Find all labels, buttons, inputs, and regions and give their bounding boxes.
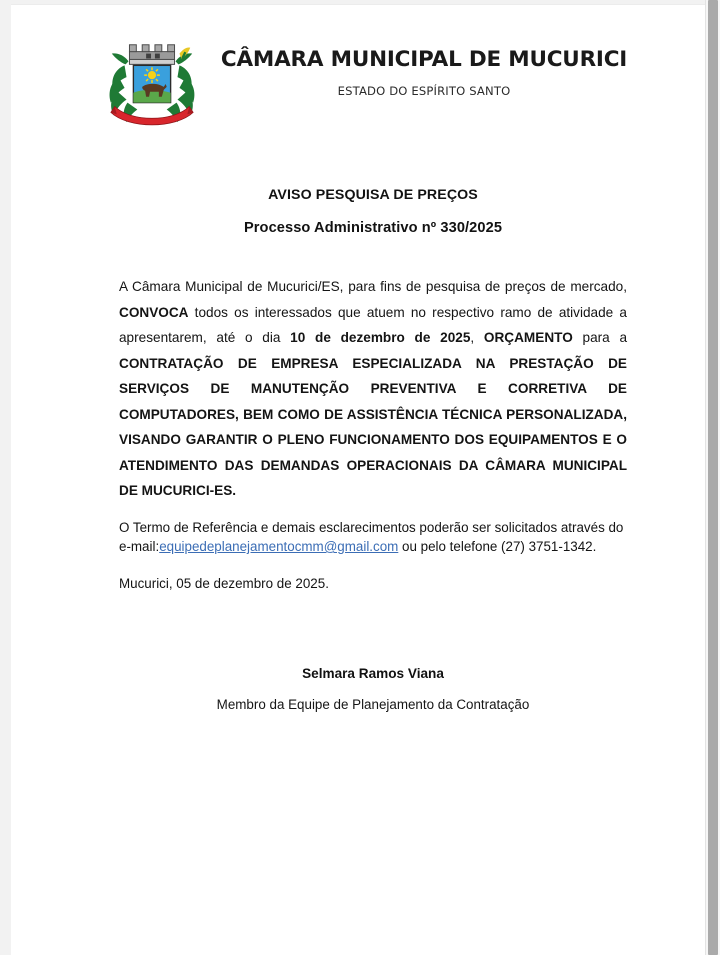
intro-text-3: , — [470, 330, 484, 345]
signatory-role: Membro da Equipe de Planejamento da Contratação — [216, 697, 530, 712]
orcamento-emphasis: ORÇAMENTO — [483, 330, 573, 345]
signatory-name: Selmara Ramos Viana — [302, 666, 444, 681]
process-number: Processo Administrativo nº 330/2025 — [243, 220, 503, 236]
intro-text-2: todos os interessados que atuem no respectivo ramo de atividade a apresentarem, até o dia — [119, 304, 627, 345]
header-text-block — [201, 32, 705, 98]
convoca-emphasis: CONVOCA — [119, 304, 189, 320]
document-body — [11, 187, 705, 712]
brasao-mucurici-icon — [103, 32, 201, 132]
organization-title: CÂMARA MUNICIPAL DE MUCURICI — [220, 47, 628, 72]
state-subtitle: ESTADO DO ESPÍRITO SANTO — [337, 83, 511, 98]
intro-text-1: A Câmara Municipal de Mucurici/ES, para fins de pesquisa de preços de mercado, — [119, 279, 627, 294]
contact-paragraph — [119, 518, 627, 557]
object-description: CONTRATAÇÃO DE EMPRESA ESPECIALIZADA NA PRESTAÇÃO DE SERVIÇOS DE MANUTENÇÃO PREVENTIVA E CORRETIVA DE COMPUTADORES, BEM COMO DE ASSISTÊNCIA TÉCNICA PERSONALIZADA, VISANDO GARANTIR O PLENO FUNCIONAMENTO DOS EQUIPAMENTOS E O ATENDIMENTO DAS DEMANDAS OPERACIONAIS DA CÂMARA MUNICIPAL DE MUCURICI-ES. — [119, 355, 627, 498]
place-and-date: Mucurici, 05 de dezembro de 2025. — [119, 575, 329, 591]
email-link[interactable]: equipedeplanejamentocmm@gmail.com — [159, 539, 399, 554]
document-header — [11, 5, 705, 132]
vertical-scrollbar[interactable] — [705, 0, 720, 955]
document-page — [11, 4, 705, 955]
signature-block — [119, 666, 627, 712]
contact-text-after: ou pelo telefone (27) 3751-1342. — [398, 539, 597, 554]
scrollbar-thumb[interactable] — [708, 0, 718, 955]
deadline-date: 10 de dezembro de 2025 — [290, 330, 471, 345]
notice-title: AVISO PESQUISA DE PREÇOS — [268, 187, 478, 203]
intro-paragraph — [119, 274, 627, 504]
intro-text-4: para a — [572, 330, 628, 345]
contact-text-before: O Termo de Referência e demais esclarecimentos poderão ser solicitados através do e-mail: — [119, 519, 624, 554]
